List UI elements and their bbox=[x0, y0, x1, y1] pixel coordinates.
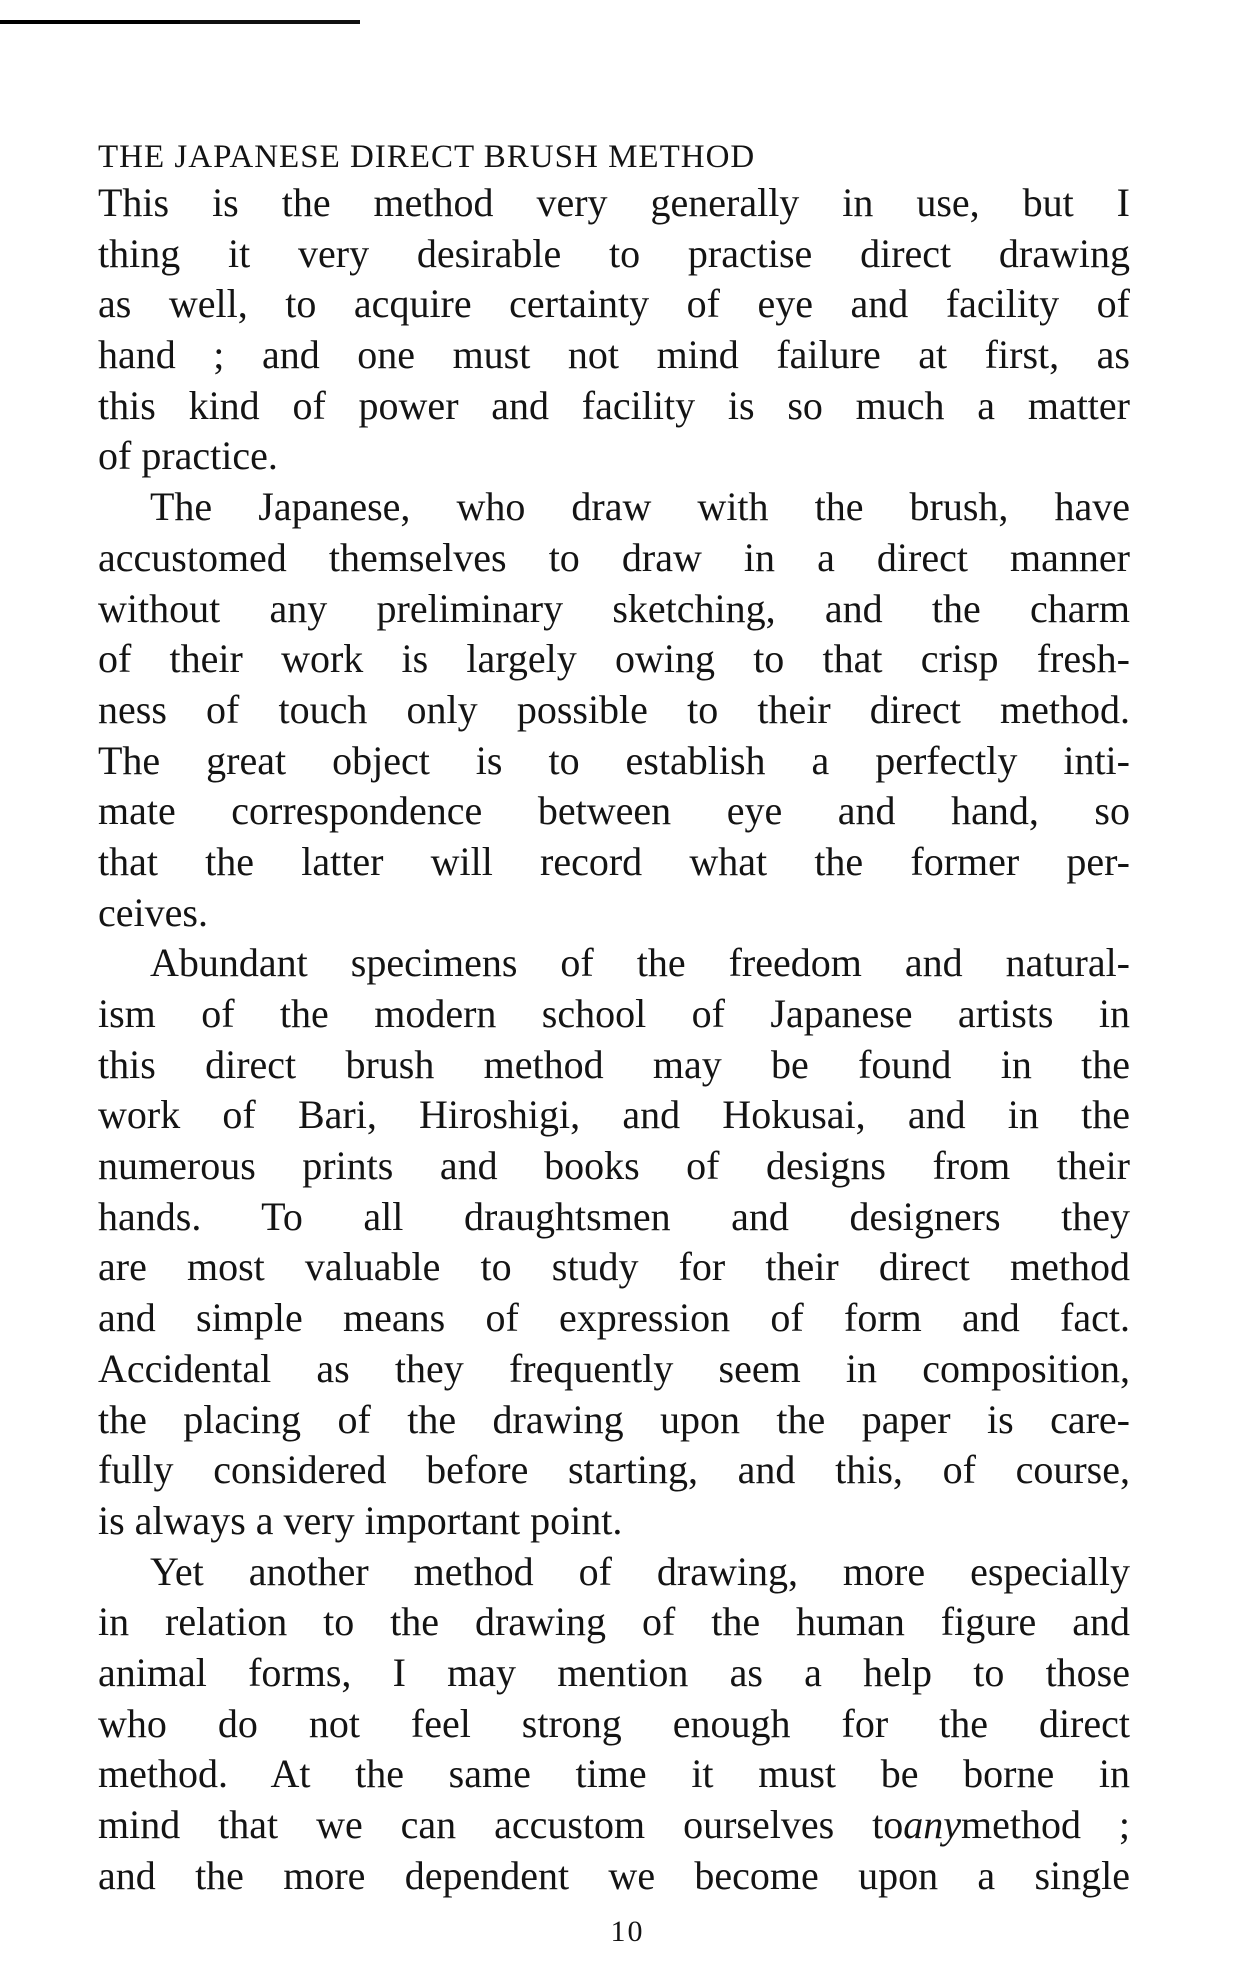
text-segment: method ; bbox=[960, 1802, 1130, 1847]
top-rule bbox=[0, 20, 360, 24]
text-line: mate correspondence between eye and hand, so bbox=[98, 788, 1130, 834]
italic-word: any bbox=[903, 1802, 961, 1847]
text-line: this direct brush method may be found in the bbox=[98, 1041, 1130, 1087]
text-line: and the more dependent we become upon a single bbox=[98, 1852, 1130, 1898]
text-line: ceives. bbox=[98, 889, 208, 935]
text-line: in relation to the drawing of the human figure and bbox=[98, 1599, 1130, 1645]
text-segment: mind that we can accustom ourselves to bbox=[98, 1802, 904, 1847]
text-line: without any preliminary sketching, and the charm bbox=[98, 585, 1130, 631]
text-line-with-italic bbox=[98, 1800, 1130, 1851]
text-line: Yet another method of drawing, more especially bbox=[150, 1548, 1130, 1594]
text-line: this kind of power and facility is so much a matter bbox=[98, 382, 1130, 428]
text-line: accustomed themselves to draw in a direct manner bbox=[98, 534, 1130, 580]
text-line: method. At the same time it must be borne in bbox=[98, 1751, 1130, 1797]
text-line: The great object is to establish a perfectly inti- bbox=[98, 737, 1130, 783]
text-line: work of Bari, Hiroshigi, and Hokusai, and in the bbox=[98, 1092, 1130, 1138]
text-line: ism of the modern school of Japanese artists in bbox=[98, 991, 1130, 1036]
text-line: Abundant specimens of the freedom and natural- bbox=[150, 940, 1130, 986]
text-line: numerous prints and books of designs from their bbox=[98, 1143, 1130, 1189]
text-line: is always a very important point. bbox=[98, 1497, 623, 1543]
book-page bbox=[98, 136, 1130, 1901]
text-line: thing it very desirable to practise direct drawing bbox=[98, 230, 1130, 276]
page-number: 10 bbox=[610, 1915, 645, 1948]
text-line: hand ; and one must not mind failure at first, as bbox=[98, 332, 1130, 378]
text-line: Accidental as they frequently seem in composition, bbox=[98, 1345, 1130, 1391]
text-line: as well, to acquire certainty of eye and facility of bbox=[98, 281, 1130, 327]
text-line: of their work is largely owing to that crisp fresh- bbox=[98, 636, 1130, 682]
text-line: and simple means of expression of form and fact. bbox=[98, 1295, 1130, 1341]
text-line: of practice. bbox=[98, 433, 278, 479]
text-line: are most valuable to study for their direct method bbox=[98, 1244, 1130, 1290]
text-line: who do not feel strong enough for the direct bbox=[98, 1700, 1130, 1746]
text-line: The Japanese, who draw with the brush, have bbox=[150, 484, 1130, 530]
text-line: animal forms, I may mention as a help to those bbox=[98, 1649, 1130, 1695]
text-line: This is the method very generally in use, but I bbox=[98, 180, 1130, 225]
text-line: that the latter will record what the former per- bbox=[98, 838, 1130, 884]
text-line: ness of touch only possible to their direct method. bbox=[98, 686, 1130, 732]
running-head: THE JAPANESE DIRECT BRUSH METHOD bbox=[98, 139, 756, 175]
text-line: the placing of the drawing upon the paper is care- bbox=[98, 1396, 1130, 1442]
body-text bbox=[98, 178, 1130, 1901]
text-line: fully considered before starting, and this, of course, bbox=[98, 1447, 1130, 1493]
text-line: hands. To all draughtsmen and designers they bbox=[98, 1193, 1130, 1239]
